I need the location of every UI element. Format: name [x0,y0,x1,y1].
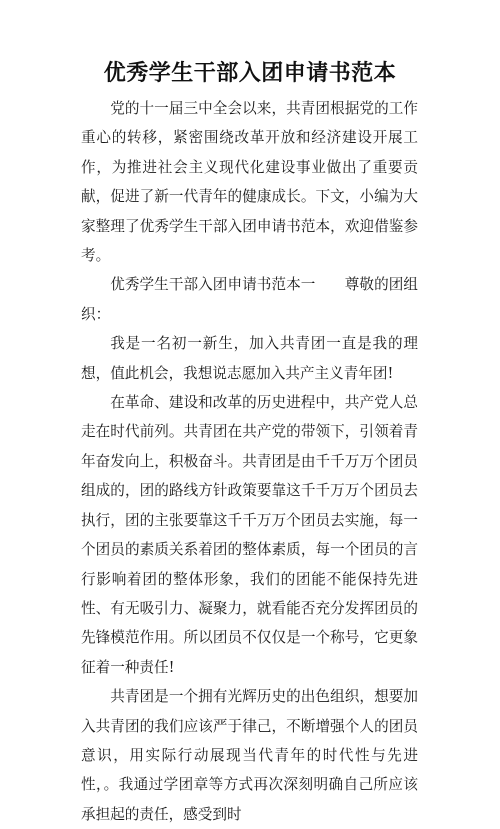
document-body [0,94,500,829]
paragraph-organization: 共青团是一个拥有光辉历史的出色组织，想要加入共青团的我们应该严于律己，不断增强个人的团员意识，用实际行动展现当代青年的时代性与先进性，。我通过学团章等方式再次深刻明确自己所应该承担起的责任，感受到时 [81,688,418,823]
paragraph-wish: 我是一名初一新生，加入共青团一直是我的理想，值此机会，我想说志愿加入共产主义青年团! [81,335,418,382]
paragraph-intro: 党的十一届三中全会以来，共青团根据党的工作重心的转移，紧密围绕改革开放和经济建设开展工作，为推进社会主义现代化建设事业做出了重要贡献，促进了新一代青年的健康成长。下文，小编为大家整理了优秀学生干部入团申请书范本，欢迎借鉴参考。 [81,100,418,265]
document-title: 优秀学生干部入团申请书范本 [103,60,397,86]
paragraph-history: 在革命、建设和改革的历史进程中，共产党人总走在时代前列。共青团在共产党的带领下，引领着青年奋发向上，积极奋斗。共青团是由千千万万个团员组成的，团的路线方针政策要靠这千千万万个团员去执行，团的主张要靠这千千万万个团员去实施，每一个团员的素质关系着团的整体素质，每一个团员的言行影响着团的整体形象，我们的团能不能保持先进性、有无吸引力、凝聚力，就看能否充分发挥团员的先锋模范作用。所以团员不仅仅是一个称号，它更象征着一种责任! [81,394,418,676]
paragraph-sample-heading: 优秀学生干部入团申请书范本一 尊敬的团组织： [81,276,418,323]
